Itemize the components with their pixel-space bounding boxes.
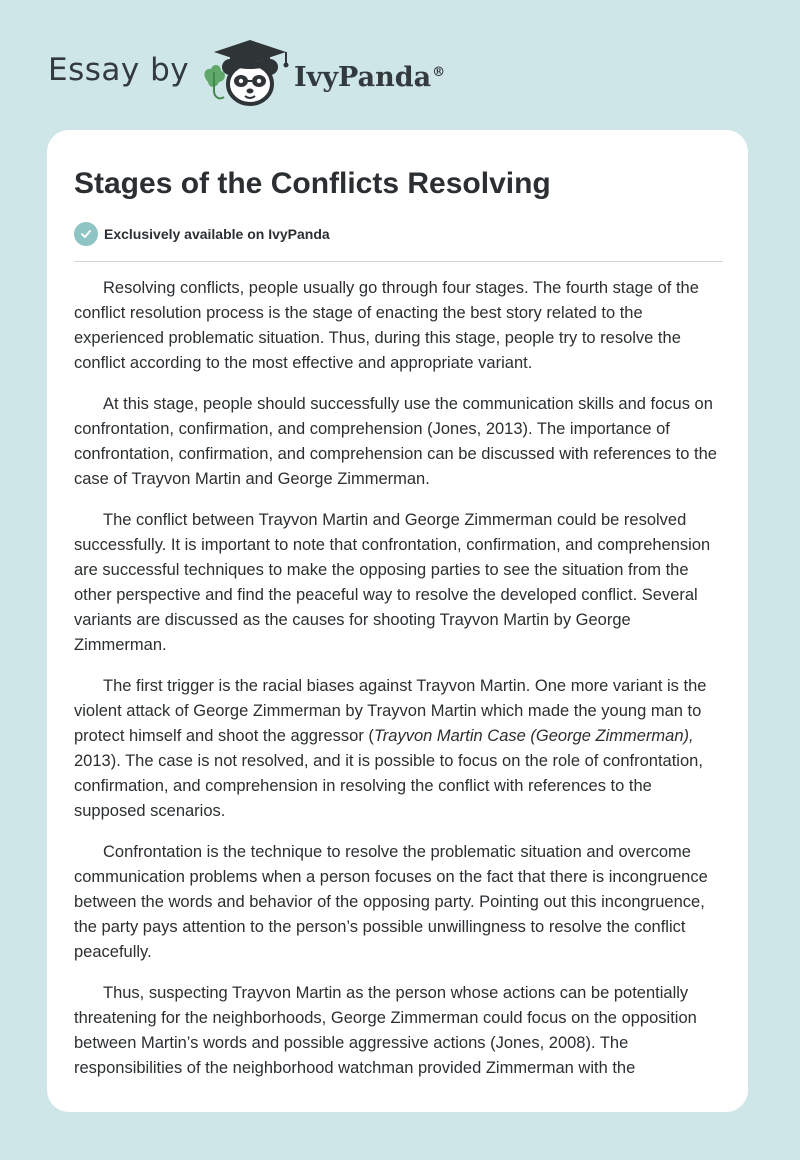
paragraph-text: The first trigger is the racial biases against Trayvon Martin. One more variant is the violent attack of George Zimmerman by Trayvon Martin which made the young man to protect himself and shoot the aggressor ( xyxy=(74,677,707,745)
paragraph-text: Resolving conflicts, people usually go through four stages. The fourth stage of the conflict resolution process is the stage of enacting the best story related to the experienced problematic situation. Thus, during this stage, people try to resolve the conflict according to the most effective and appropriate variant. xyxy=(74,279,699,372)
paragraph-text: At this stage, people should successfully use the communication skills and focus on confrontation, confirmation, and comprehension (Jones, 2013). The importance of confrontation, confirmation, and comprehension can be discussed with references to the case of Trayvon Martin and George Zimmerman. xyxy=(74,395,717,488)
page-title: Stages of the Conflicts Resolving xyxy=(74,167,551,200)
brand-name-text: IvyPanda xyxy=(294,62,432,93)
exclusive-text: Exclusively available on IvyPanda xyxy=(104,226,330,242)
paragraph xyxy=(74,508,726,658)
paragraph xyxy=(74,674,726,824)
essay-by-label: Essay by xyxy=(48,52,190,88)
check-circle-icon xyxy=(74,222,98,246)
paragraph-text: Thus, suspecting Trayvon Martin as the person whose actions can be potentially threatening for the neighborhoods, George Zimmerman could focus on the opposition between Martin’s words and possible aggressive actions (Jones, 2008). The responsibilities of the neighborhood watchman provided Zimmerman with the xyxy=(74,984,697,1077)
paragraph-text: The conflict between Trayvon Martin and George Zimmerman could be resolved successfully. It is important to note that confrontation, confirmation, and comprehension are successful techniques to make the opposing parties to see the situation from the other perspective and find the peaceful way to resolve the developed conflict. Several variants are discussed as the causes for shooting Trayvon Martin by George Zimmerman. xyxy=(74,511,711,654)
divider xyxy=(74,261,723,262)
essay-content xyxy=(74,276,726,1097)
paragraph-text: 2013). The case is not resolved, and it is possible to focus on the role of confrontation, confirmation, and comprehension in resolving the conflict with references to the supposed scenarios. xyxy=(74,752,703,820)
paragraph xyxy=(74,840,726,965)
ivypanda-brand-name[interactable] xyxy=(294,53,445,98)
paragraph xyxy=(74,981,726,1081)
paragraph xyxy=(74,276,726,376)
site-header xyxy=(0,0,800,130)
ivypanda-logo-icon[interactable] xyxy=(200,34,296,110)
exclusive-badge xyxy=(74,222,330,246)
citation-title: Trayvon Martin Case (George Zimmerman), xyxy=(373,727,694,745)
paragraph xyxy=(74,392,726,492)
registered-mark: ® xyxy=(432,65,446,80)
essay-card xyxy=(47,130,748,1112)
paragraph-text: Confrontation is the technique to resolve the problematic situation and overcome communication problems when a person focuses on the fact that there is incongruence between the words and behavior of the opposing party. Pointing out this incongruence, the party pays attention to the person’s possible unwillingness to resolve the conflict peacefully. xyxy=(74,843,708,961)
